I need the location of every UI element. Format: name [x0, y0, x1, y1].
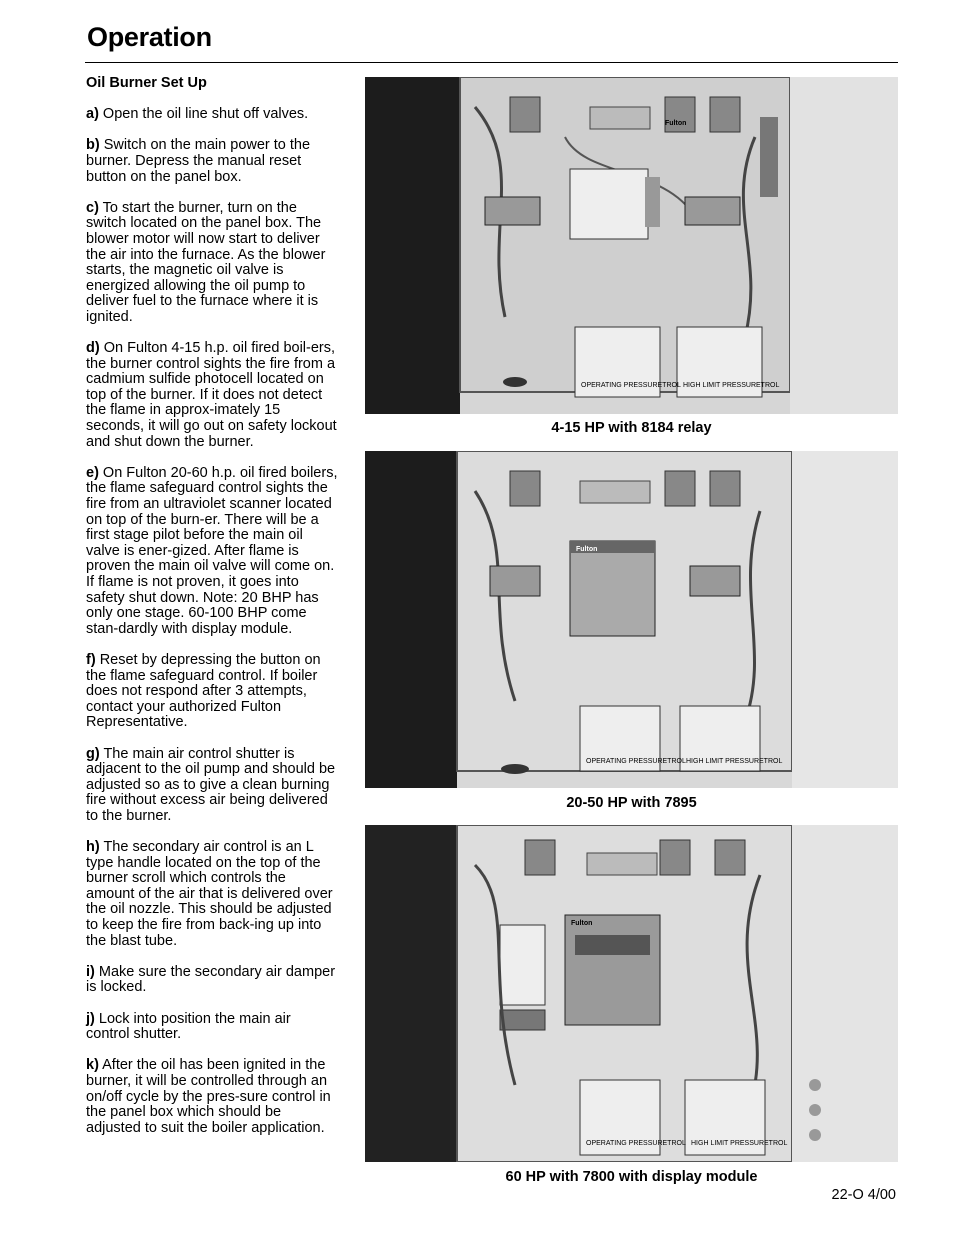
- step-e: [86, 466, 338, 638]
- step-i: [86, 965, 338, 996]
- figure-caption: 20-50 HP with 7895: [566, 795, 697, 811]
- step-label: j): [86, 1010, 95, 1027]
- step-label: c): [86, 199, 99, 216]
- step-a: [86, 107, 338, 123]
- brand-label: Fulton: [665, 120, 687, 127]
- step-f: [86, 653, 338, 731]
- step-text: Reset by depressing the button on the flame safeguard control. If boiler does not respond after 3 attempts, contact your authorized Fulton Representative.: [86, 651, 321, 731]
- step-j: [86, 1012, 338, 1043]
- panel-photo-7895: [365, 451, 898, 788]
- step-label: i): [86, 963, 95, 980]
- figure-caption: 4-15 HP with 8184 relay: [551, 420, 712, 436]
- step-text: To start the burner, turn on the switch located on the panel box. The blower motor will now start to deliver the air into the furnace. As the blower starts, the magnetic oil valve is energized allowing the oil pump to deliver fuel to the furnace where it is ignited.: [86, 199, 326, 325]
- header-rule: [85, 62, 898, 63]
- step-h: [86, 840, 338, 949]
- step-label: k): [86, 1057, 99, 1074]
- panel-illustration: [365, 451, 898, 788]
- step-text: Switch on the main power to the burner. Depress the manual reset button on the panel box.: [86, 137, 311, 185]
- step-text: Open the oil line shut off valves.: [98, 106, 309, 123]
- section-heading: Oil Burner Set Up: [86, 75, 207, 91]
- step-label: e): [86, 464, 99, 481]
- control-right-label: HIGH LIMIT PRESSURETROL: [683, 382, 780, 389]
- figure-caption: 60 HP with 7800 with display module: [505, 1169, 758, 1185]
- control-right-label: HIGH LIMIT PRESSURETROL: [686, 758, 783, 765]
- step-k: [86, 1058, 338, 1136]
- panel-illustration: [365, 77, 898, 414]
- panel-illustration: [365, 825, 898, 1162]
- control-right-label: HIGH LIMIT PRESSURETROL: [691, 1140, 788, 1147]
- step-label: f): [86, 651, 96, 668]
- step-label: a): [86, 106, 99, 123]
- brand-label: Fulton: [571, 920, 593, 927]
- control-left-label: OPERATING PRESSURETROL: [586, 758, 686, 765]
- page-title: Operation: [87, 22, 212, 52]
- control-left-label: OPERATING PRESSURETROL: [581, 382, 681, 389]
- panel-photo-8184: [365, 77, 898, 414]
- step-text: Lock into position the main air control shutter.: [86, 1010, 291, 1043]
- step-text: The main air control shutter is adjacent to the oil pump and should be adjusted so as to give a clean burning fire without excess air being delivered to the burner.: [86, 745, 336, 824]
- step-text: On Fulton 20-60 h.p. oil fired boilers, the flame safeguard control sights the fire from an ultraviolet scanner located on top of the burn-er. There will be a first stage pilot before the main oil valve is ener-gized. After flame is proven the main oil valve will come on. If flame is not proven, it goes into safety shut down. Note: 20 BHP has only one stage. 60-100 BHP come stan-dardly with display module.: [86, 464, 338, 637]
- step-text: Make sure the secondary air damper is locked.: [86, 963, 336, 996]
- brand-label: Fulton: [576, 546, 598, 553]
- step-g: [86, 747, 338, 825]
- step-text: After the oil has been ignited in the burner, it will be controlled through an on/off cycle by the pres-sure control in the panel box which should be adjusted to suit the boiler application.: [86, 1057, 331, 1136]
- instructions-column: [86, 76, 338, 1152]
- step-label: g): [86, 745, 100, 762]
- step-label: h): [86, 839, 100, 856]
- page-number: 22-O 4/00: [831, 1187, 896, 1203]
- step-label: d): [86, 340, 100, 357]
- panel-photo-7800: [365, 825, 898, 1162]
- step-b: [86, 138, 338, 185]
- control-left-label: OPERATING PRESSURETROL: [586, 1140, 686, 1147]
- step-label: b): [86, 137, 100, 154]
- step-d: [86, 341, 338, 450]
- step-text: On Fulton 4-15 h.p. oil fired boil-ers, the burner control sights the fire from a cadmium sulfide photocell located on top of the burner. If it does not detect the flame in approx-imately 15 seconds, it will go out on safety lockout and shut down the burner.: [86, 340, 337, 450]
- step-c: [86, 201, 338, 326]
- step-text: The secondary air control is an L type handle located on the top of the burner scroll which controls the amount of the air that is delivered over the oil nozzle. This should be adjusted to keep the fire from back-ing up into the blast tube.: [86, 839, 333, 949]
